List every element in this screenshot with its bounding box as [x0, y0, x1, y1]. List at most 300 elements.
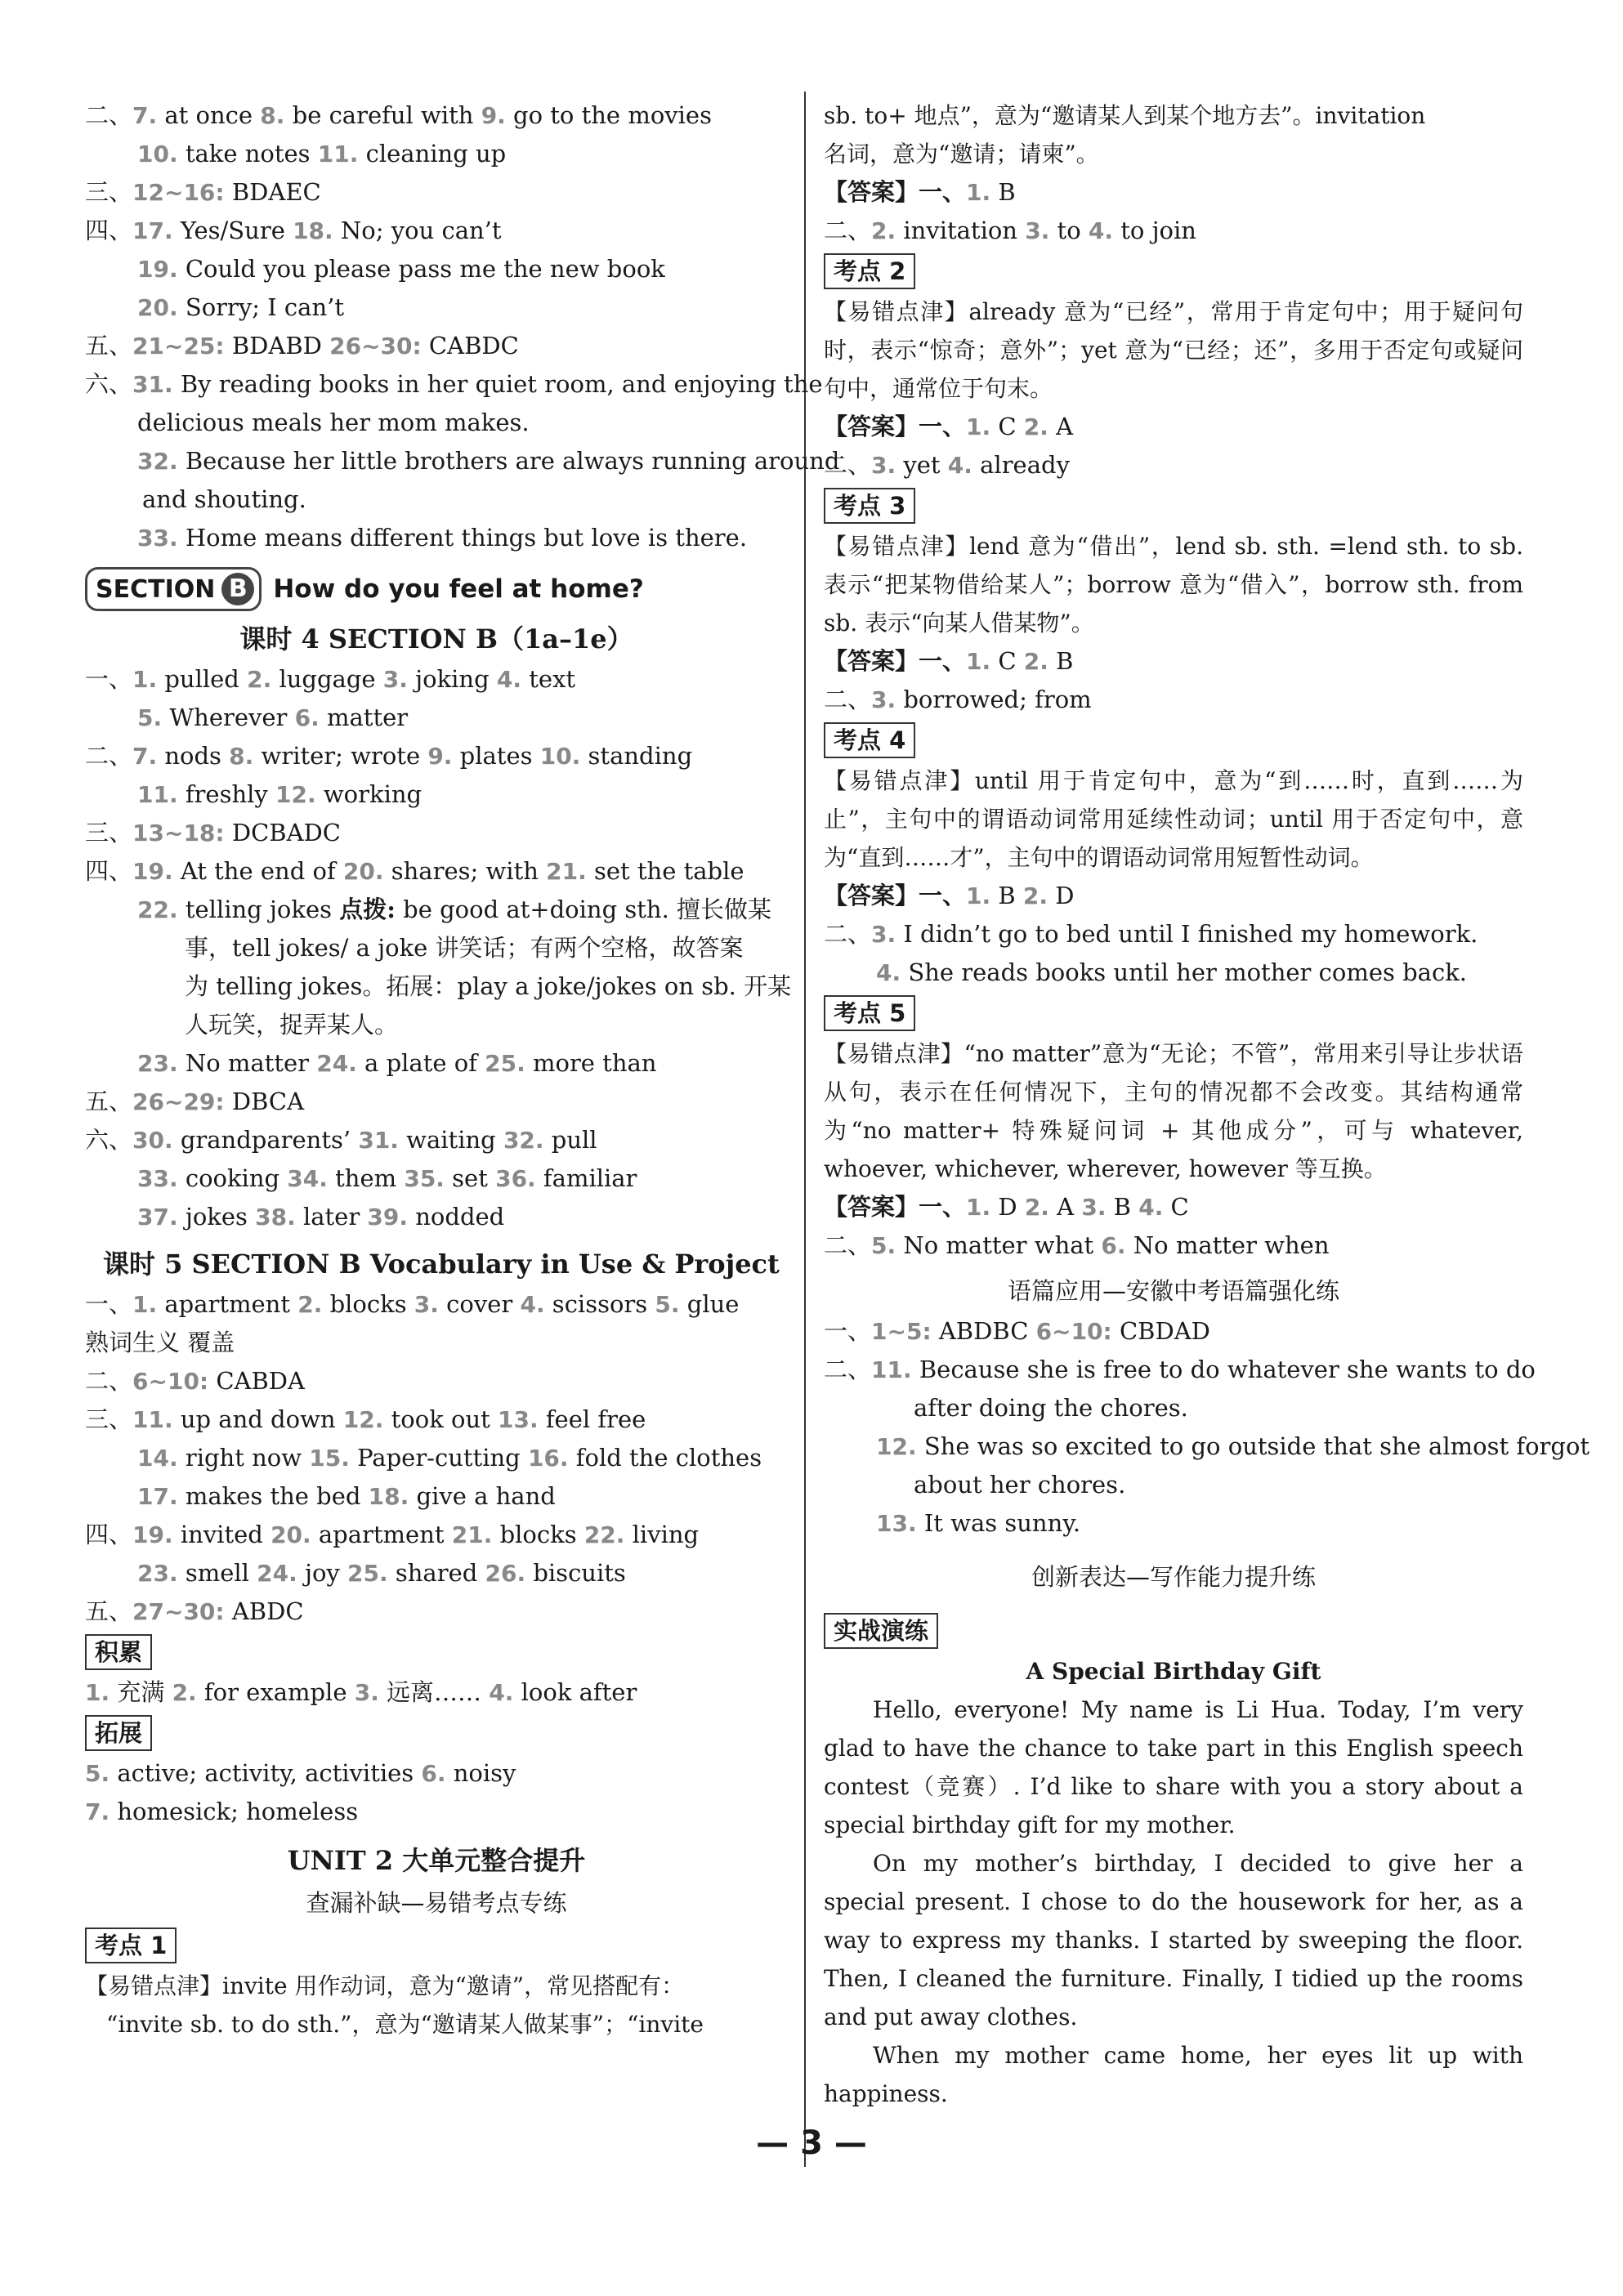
- answer-text: nods: [157, 742, 230, 770]
- item-number: 18.: [368, 1483, 409, 1510]
- answer-line: [85, 1044, 788, 1083]
- essay-title: A Special Birthday Gift: [1026, 1658, 1321, 1685]
- essay-paragraph: When my mother came home, her eyes lit up with happiness.: [824, 2042, 1523, 2107]
- label-text: 【答案】一、: [824, 882, 967, 909]
- answer-text: 三、: [85, 1405, 133, 1433]
- answer-text: joking: [407, 665, 497, 693]
- answer-text: Wherever: [162, 704, 295, 731]
- right-column: [824, 96, 1590, 2113]
- item-number: 1.: [132, 666, 158, 693]
- item-number: 7.: [132, 743, 158, 770]
- answer-line: [85, 442, 840, 480]
- answer-line: 事，tell jokes/ a joke 讲笑话；有两个空格，故答案: [185, 934, 744, 962]
- answer-line: about her chores.: [914, 1471, 1126, 1499]
- answer-text: 四、: [85, 1521, 133, 1548]
- answer-text: fold the clothes: [568, 1444, 762, 1472]
- answer-text: Because she is free to do whatever she wants to do: [911, 1356, 1536, 1383]
- kaodian-4-note: 【易错点津】until 用于肯定句中，意为“到……时，直到……为止”，主句中的谓语动词常用延续性动词；until 用于否定句中，意为“直到……才”，主句中的谓语动词常用短暂性动词。: [824, 767, 1523, 871]
- answer-text: apartment: [157, 1290, 298, 1318]
- item-number: 2.: [172, 1679, 197, 1706]
- lesson-title: 课时 4 SECTION B（1a–1e）: [239, 623, 633, 654]
- answer-line: [85, 1554, 788, 1592]
- answer-text: glue: [679, 1290, 740, 1318]
- answer-text: 二、: [824, 1356, 872, 1383]
- answer-text: No; you can’t: [333, 217, 502, 244]
- answer-line: [85, 1159, 788, 1198]
- answer-line: [85, 1285, 788, 1324]
- answer-text: 四、: [85, 857, 133, 885]
- answer-line: [85, 365, 823, 404]
- item-number: 8.: [260, 102, 285, 129]
- answer-line: [85, 775, 788, 814]
- answer-text: borrowed; from: [896, 686, 1092, 713]
- answer-text: to: [1049, 217, 1089, 244]
- answer-text: 二、: [824, 217, 872, 244]
- answer-line: [824, 446, 1523, 485]
- answer-text: B: [1048, 647, 1074, 675]
- answer-text: take notes: [177, 140, 318, 168]
- item-number: 31.: [358, 1127, 399, 1154]
- answer-text: 一、: [85, 1290, 133, 1318]
- item-number: 1.: [966, 1194, 991, 1221]
- item-number: 22.: [137, 896, 178, 923]
- item-number: 10.: [539, 743, 581, 770]
- answer-text: smell: [177, 1559, 257, 1587]
- answer-line: [85, 1439, 788, 1477]
- answer-line: [824, 877, 1523, 915]
- item-number: 3.: [414, 1291, 439, 1318]
- answer-text: joy: [297, 1559, 348, 1587]
- item-number: 3.: [871, 686, 896, 713]
- answer-text: Because her little brothers are always running around: [177, 447, 840, 475]
- answer-text: DCBADC: [224, 819, 341, 846]
- answer-text: B: [990, 882, 1023, 909]
- answer-line: [85, 699, 788, 737]
- item-number: 21~25:: [132, 333, 225, 360]
- item-number: 1.: [966, 413, 991, 440]
- item-number: 22.: [583, 1521, 625, 1548]
- answer-text: BDABD: [224, 332, 330, 360]
- answer-line: [85, 519, 788, 557]
- item-number: 3.: [1081, 1194, 1107, 1221]
- item-number: 5.: [871, 1232, 896, 1259]
- answer-text: 二、: [85, 1367, 133, 1395]
- answer-text: B: [1106, 1193, 1139, 1221]
- item-number: 3.: [382, 666, 408, 693]
- item-number: 2.: [1023, 413, 1048, 440]
- answer-text: set: [444, 1164, 496, 1192]
- item-number: 37.: [137, 1204, 178, 1231]
- answer-line: [824, 915, 1523, 954]
- answer-line: [85, 327, 788, 365]
- item-number: 2.: [1024, 1194, 1049, 1221]
- answer-line: [85, 173, 788, 212]
- answer-line: [824, 1427, 1590, 1466]
- item-number: 21.: [546, 858, 587, 885]
- answer-text: biscuits: [525, 1559, 626, 1587]
- item-number: 38.: [255, 1204, 296, 1231]
- answer-line: [824, 1312, 1523, 1351]
- answer-text: pulled: [157, 665, 248, 693]
- answer-text: look after: [513, 1678, 637, 1706]
- item-number: 25.: [347, 1560, 388, 1587]
- item-number: 33.: [137, 1165, 178, 1192]
- answer-text: makes the bed: [177, 1482, 369, 1510]
- kaodian-1-note: sb. to+ 地点”，意为“邀请某人到某个地方去”。invitation: [824, 102, 1426, 129]
- item-number: 3.: [1025, 217, 1050, 244]
- answer-line: 熟词生义 覆盖: [85, 1329, 235, 1356]
- kaodian-3-tag: 考点 3: [824, 488, 915, 524]
- item-number: 17.: [132, 217, 173, 244]
- answer-text: right now: [177, 1444, 310, 1472]
- answer-text: pull: [543, 1126, 597, 1154]
- item-number: 7.: [85, 1798, 110, 1825]
- item-number: 5.: [137, 704, 163, 731]
- answer-text: text: [521, 665, 576, 693]
- answer-text: freshly: [177, 780, 276, 808]
- answer-text: 二、: [85, 101, 133, 129]
- answer-text: set the table: [586, 857, 744, 885]
- item-number: 25.: [485, 1050, 525, 1077]
- item-number: 27~30:: [132, 1598, 225, 1625]
- answer-text: feel free: [538, 1405, 646, 1433]
- answer-text: CABDC: [421, 332, 519, 360]
- kaodian-2-note: 【易错点津】already 意为“已经”，常用于肯定句中；用于疑问句时，表示“惊奇；意外”；yet 意为“已经；还”，多用于否定句或疑问句中，通常位于句末。: [824, 298, 1523, 402]
- kaodian-4-tag: 考点 4: [824, 722, 915, 758]
- item-number: 6.: [421, 1760, 446, 1787]
- answer-text: them: [327, 1164, 405, 1192]
- answer-text: for example: [196, 1678, 355, 1706]
- answer-line: [85, 135, 788, 173]
- answer-line: [85, 212, 788, 250]
- kaodian-2-tag: 考点 2: [824, 253, 915, 289]
- answer-line: [85, 852, 788, 891]
- answer-text: C: [990, 647, 1024, 675]
- item-number: 21.: [451, 1521, 493, 1548]
- item-number: 32.: [137, 448, 178, 475]
- answer-text: go to the movies: [505, 101, 712, 129]
- label-text: 【答案】一、: [824, 178, 967, 206]
- item-number: 30.: [132, 1127, 173, 1154]
- item-number: 13.: [498, 1406, 539, 1433]
- item-number: 11.: [132, 1406, 173, 1433]
- answer-text: plates: [452, 742, 540, 770]
- kaodian-1-note: 名词，意为“邀请；请柬”。: [824, 141, 1099, 168]
- answer-line: [824, 642, 1523, 681]
- item-number: 23.: [137, 1050, 178, 1077]
- answer-text: a plate of: [356, 1049, 485, 1077]
- answer-line: [824, 1351, 1536, 1389]
- answer-text: DBCA: [224, 1088, 305, 1115]
- kaodian-5-tag: 考点 5: [824, 995, 915, 1031]
- answer-line: [85, 1592, 788, 1631]
- answer-text: CBDAD: [1111, 1317, 1210, 1345]
- answer-line: [824, 681, 1523, 719]
- item-number: 12.: [342, 1406, 384, 1433]
- answer-text: be good at+doing sth. 擅长做某: [395, 896, 772, 923]
- item-number: 12.: [275, 781, 316, 808]
- item-number: 8.: [229, 743, 254, 770]
- answer-line: and shouting.: [142, 485, 306, 513]
- answer-text: invited: [172, 1521, 271, 1548]
- section-title: How do you feel at home?: [273, 574, 644, 604]
- answer-line: [85, 250, 788, 288]
- item-number: 4.: [520, 1291, 545, 1318]
- item-number: 20.: [270, 1521, 311, 1548]
- reading-section-title: 语篇应用—安徽中考语篇强化练: [1007, 1277, 1339, 1305]
- answer-text: matter: [319, 704, 409, 731]
- answer-line: [85, 96, 788, 135]
- answer-text: 二、: [824, 920, 872, 948]
- item-number: 4.: [489, 1679, 514, 1706]
- answer-text: Could you please pass me the new book: [177, 255, 665, 283]
- answer-text: 二、: [824, 1231, 872, 1259]
- answer-line: 为 telling jokes。拓展：play a joke/jokes on sb. 开某: [185, 972, 792, 1000]
- item-number: 11.: [137, 781, 178, 808]
- answer-text: cleaning up: [358, 140, 507, 168]
- item-number: 19.: [132, 858, 173, 885]
- kaodian-5-note: 【易错点津】“no matter”意为“无论；不管”，常用来引导让步状语从句，表示在任何情况下，主句的情况都不会改变。其结构通常为“no matter+ 特殊疑问词 + 其他成分”，可与 whatever, whoever, whichever, wherever, however 等互换。: [824, 1040, 1523, 1182]
- answer-text: telling jokes: [177, 896, 340, 923]
- answer-text: invitation: [896, 217, 1026, 244]
- answer-text: C: [1163, 1193, 1189, 1221]
- answer-text: 充满: [110, 1678, 172, 1706]
- answer-line: [824, 1226, 1523, 1265]
- kaodian-1-note: “invite sb. to do sth.”，意为“邀请某人做某事”；“invite: [106, 2011, 704, 2038]
- answer-line: after doing the chores.: [914, 1394, 1188, 1422]
- item-number: 5.: [655, 1291, 680, 1318]
- item-number: 9.: [481, 102, 506, 129]
- label-text: 【答案】一、: [824, 1193, 967, 1221]
- answer-line: [85, 1362, 788, 1400]
- tag-jilei: 积累: [85, 1634, 152, 1670]
- answer-text: 四、: [85, 217, 133, 244]
- essay-paragraph: Hello, everyone! My name is Li Hua. Today, I’m very glad to have the chance to take part in this English speech contest（竞赛）. I’d like to share with you a story about a special birthday gift for my mother.: [824, 1696, 1523, 1838]
- answer-text: blocks: [492, 1521, 584, 1548]
- answer-line: [85, 1793, 788, 1831]
- item-number: 10.: [137, 141, 178, 168]
- item-number: 15.: [309, 1445, 350, 1472]
- answer-line: [85, 1477, 788, 1516]
- answer-text: blocks: [322, 1290, 414, 1318]
- answer-text: cover: [438, 1290, 521, 1318]
- item-number: 18.: [293, 217, 333, 244]
- item-number: 23.: [137, 1560, 178, 1587]
- unit-subtitle: 查漏补缺—易错考点专练: [306, 1889, 567, 1917]
- item-number: 3.: [354, 1679, 379, 1706]
- lesson-title: 课时 5 SECTION B Vocabulary in Use & Project: [103, 1249, 780, 1280]
- answer-text: later: [295, 1203, 368, 1231]
- item-number: 32.: [503, 1127, 544, 1154]
- answer-text: active; activity, activities: [110, 1759, 422, 1787]
- item-number: 26.: [485, 1560, 526, 1587]
- answer-text: 三、: [85, 819, 133, 846]
- answer-text: C: [990, 413, 1024, 440]
- tag-tuozhan: 拓展: [85, 1715, 152, 1751]
- item-number: 2.: [871, 217, 896, 244]
- item-number: 1~5:: [871, 1318, 932, 1345]
- answer-text: A: [1048, 413, 1074, 440]
- answer-line: [85, 737, 788, 775]
- item-number: 19.: [137, 256, 178, 283]
- item-number: 13.: [876, 1510, 917, 1537]
- answer-line: [85, 891, 788, 929]
- answer-line: [85, 814, 788, 852]
- answer-line: [85, 660, 788, 699]
- item-number: 1.: [132, 1291, 158, 1318]
- answer-text: familiar: [535, 1164, 637, 1192]
- answer-text: 一、: [824, 1317, 872, 1345]
- answer-text: working: [315, 780, 423, 808]
- item-number: 6~10:: [132, 1368, 209, 1395]
- answer-line: [85, 1516, 788, 1554]
- answer-text: It was sunny.: [916, 1509, 1081, 1537]
- item-number: 2.: [247, 666, 272, 693]
- answer-line: 人玩笑，捉弄某人。: [185, 1011, 399, 1039]
- item-number: 26~29:: [132, 1088, 225, 1115]
- item-number: 16.: [527, 1445, 569, 1472]
- tag-shizhan: 实战演练: [824, 1613, 938, 1649]
- answer-text: Sorry; I can’t: [177, 293, 345, 321]
- answer-line: [85, 1121, 788, 1159]
- section-badge: [85, 567, 262, 611]
- answer-text: writer; wrote: [253, 742, 428, 770]
- answer-text: more than: [525, 1049, 657, 1077]
- answer-text: No matter what: [896, 1231, 1102, 1259]
- answer-line: [824, 954, 1523, 992]
- item-number: 5.: [85, 1760, 110, 1787]
- kaodian-3-note: 【易错点津】lend 意为“借出”，lend sb. sth. =lend sth. to sb. 表示“把某物借给某人”；borrow 意为“借入”，borrow sth. from sb. 表示“向某人借某物”。: [824, 533, 1523, 637]
- answer-line: [824, 408, 1523, 446]
- item-number: 2.: [297, 1291, 323, 1318]
- answer-text: ABDBC: [931, 1317, 1036, 1345]
- answer-line: [824, 212, 1523, 250]
- item-number: 4.: [947, 452, 972, 479]
- answer-text: 五、: [85, 1597, 133, 1625]
- answer-text: ABDC: [224, 1597, 304, 1625]
- item-number: 34.: [287, 1165, 328, 1192]
- page-number: — 3 —: [756, 2124, 867, 2162]
- item-number: 7.: [132, 102, 158, 129]
- answer-line: [85, 1083, 788, 1121]
- label-text: 【答案】一、: [824, 647, 967, 675]
- answer-text: homesick; homeless: [110, 1798, 359, 1825]
- item-number: 4.: [1138, 1194, 1164, 1221]
- item-number: 36.: [495, 1165, 536, 1192]
- item-number: 4.: [496, 666, 522, 693]
- item-number: 20.: [137, 294, 178, 321]
- answer-text: shares; with: [383, 857, 547, 885]
- section-header: [85, 564, 788, 614]
- answer-text: Home means different things but love is there.: [177, 524, 748, 552]
- answer-text: to join: [1113, 217, 1196, 244]
- writing-section-title: 创新表达—写作能力提升练: [1031, 1563, 1316, 1591]
- item-number: 20.: [342, 858, 384, 885]
- answer-text: D: [990, 1193, 1025, 1221]
- item-number: 6.: [1101, 1232, 1126, 1259]
- answer-text: By reading books in her quiet room, and enjoying the: [172, 370, 823, 398]
- answer-text: took out: [383, 1405, 498, 1433]
- answer-text: give a hand: [409, 1482, 556, 1510]
- item-number: 1.: [85, 1679, 110, 1706]
- answer-text: apartment: [311, 1521, 452, 1548]
- item-number: 24.: [257, 1560, 297, 1587]
- item-number: 26~30:: [329, 333, 422, 360]
- answer-text: CABDA: [208, 1367, 305, 1395]
- item-number: 2.: [1022, 882, 1048, 909]
- answer-text: A: [1048, 1193, 1082, 1221]
- answer-text: I didn’t go to bed until I finished my homework.: [896, 920, 1478, 948]
- answer-text: 二、: [85, 742, 133, 770]
- section-label: SECTION: [96, 574, 216, 604]
- answer-line: [85, 1754, 788, 1793]
- answer-text: At the end of: [172, 857, 343, 885]
- item-number: 12~16:: [132, 179, 225, 206]
- label-text: 点拨:: [339, 896, 396, 923]
- answer-text: already: [972, 451, 1070, 479]
- answer-text: She was so excited to go outside that she almost forgot: [916, 1432, 1590, 1460]
- answer-text: noisy: [445, 1759, 516, 1787]
- answer-text: at once: [157, 101, 261, 129]
- answer-text: 二、: [824, 451, 872, 479]
- answer-text: luggage: [271, 665, 383, 693]
- answer-text: BDAEC: [224, 178, 321, 206]
- item-number: 17.: [137, 1483, 178, 1510]
- answer-line: [85, 1673, 788, 1712]
- essay-paragraph: On my mother’s birthday, I decided to give her a special present. I chose to do the housework for her, as a way to express my thanks. I started by sweeping the floor. Then, I cleaned the furniture. Finally, I tidied up the rooms and put away clothes.: [824, 1850, 1523, 2030]
- answer-text: living: [624, 1521, 700, 1548]
- answer-text: grandparents’: [172, 1126, 359, 1154]
- answer-text: No matter: [177, 1049, 317, 1077]
- answer-line: [824, 173, 1523, 212]
- item-number: 3.: [871, 921, 896, 948]
- item-number: 14.: [137, 1445, 178, 1472]
- answer-text: 六、: [85, 1126, 133, 1154]
- answer-text: She reads books until her mother comes back.: [901, 958, 1467, 986]
- answer-text: jokes: [177, 1203, 256, 1231]
- item-number: 2.: [1023, 648, 1048, 675]
- kaodian-1-note: 【易错点津】invite 用作动词，意为“邀请”，常见搭配有：: [85, 1972, 685, 1999]
- answer-text: 远离……: [378, 1678, 490, 1706]
- answer-text: waiting: [398, 1126, 503, 1154]
- answer-text: scissors: [544, 1290, 655, 1318]
- answer-line: delicious meals her mom makes.: [137, 409, 530, 436]
- answer-text: Yes/Sure: [172, 217, 293, 244]
- answer-text: 二、: [824, 686, 872, 713]
- unit-title: UNIT 2 大单元整合提升: [287, 1845, 586, 1876]
- item-number: 1.: [966, 648, 991, 675]
- answer-text: 一、: [85, 665, 133, 693]
- answer-text: D: [1048, 882, 1075, 909]
- answer-text: B: [990, 178, 1016, 206]
- answer-text: 六、: [85, 370, 133, 398]
- answer-line: [824, 1504, 1523, 1543]
- answer-text: nodded: [408, 1203, 505, 1231]
- answer-text: yet: [896, 451, 948, 479]
- item-number: 4.: [1088, 217, 1114, 244]
- answer-text: 五、: [85, 1088, 133, 1115]
- column-divider: [804, 92, 806, 2167]
- item-number: 11.: [317, 141, 359, 168]
- item-number: 24.: [316, 1050, 357, 1077]
- answer-line: [824, 1188, 1523, 1226]
- item-number: 11.: [871, 1356, 912, 1383]
- item-number: 4.: [876, 959, 901, 986]
- item-number: 13~18:: [132, 820, 225, 846]
- item-number: 3.: [871, 452, 896, 479]
- item-number: 6.: [294, 704, 320, 731]
- item-number: 6~10:: [1035, 1318, 1112, 1345]
